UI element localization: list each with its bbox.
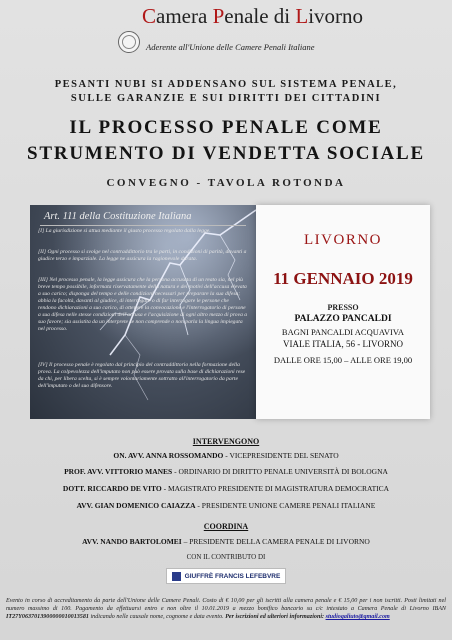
org-subtitle: Aderente all'Unione delle Camere Penali Italiane bbox=[146, 42, 315, 52]
article-paragraph-1: [I] La giurisdizione si attua mediante il giusto processo regolato dalla legge. bbox=[38, 228, 211, 234]
sponsor-name: GIUFFRÈ FRANCIS LEFEBVRE bbox=[184, 572, 281, 580]
lead-line-2: SULLE GARANZIE E SUI DIRITTI DEI CITTADINI bbox=[70, 93, 382, 104]
org-word-1: amera bbox=[156, 4, 213, 28]
speaker-row bbox=[0, 484, 452, 493]
speaker-row bbox=[0, 467, 452, 476]
speaker-role: - MAGISTRATO PRESIDENTE DI MAGISTRATURA DEMOCRATICA bbox=[161, 484, 390, 493]
logo-seal bbox=[122, 35, 136, 49]
org-initial-l: L bbox=[295, 4, 309, 28]
footer-text: Evento in corso di accreditamento da parte dell'Unione delle Camere Penali. Costo di € 10,00 per gli iscritti alla camera penale e € 15,00 per i non iscritti. Posti limitati nel numero massimo di 100. Pagamento da effettuarsi entro e non oltre il 10.01.2019 a mezzo bonifico bancario su c/c intestato a Camera Penale di Livorno IBAN bbox=[6, 598, 446, 612]
coordinator-role: – PRESIDENTE DELLA CAMERA PENALE DI LIVORNO bbox=[181, 537, 370, 546]
org-initial-c: C bbox=[142, 4, 157, 28]
org-initial-p: P bbox=[212, 4, 225, 28]
title-divider bbox=[40, 225, 246, 226]
speaker-name: PROF. AVV. VITTORIO MANES bbox=[64, 467, 173, 476]
footer-iban: IT27Y0637013900000010013581 bbox=[6, 614, 89, 620]
event-type: CONVEGNO - TAVOLA ROTONDA bbox=[106, 177, 346, 189]
sponsor-mark-icon bbox=[172, 572, 181, 581]
headline-line-2: STRUMENTO DI VENDETTA SOCIALE bbox=[27, 143, 425, 164]
event-info-panel bbox=[256, 205, 430, 419]
constitution-title: Art. 111 della Costituzione Italiana bbox=[44, 211, 192, 222]
venue-detail: BAGNI PANCALDI ACQUAVIVA bbox=[281, 327, 405, 337]
footer-info-label: Per iscrizioni ed ulteriori informazioni: bbox=[225, 614, 326, 620]
headline-line-1: IL PROCESSO PENALE COME bbox=[69, 117, 383, 138]
speaker-row bbox=[0, 501, 452, 510]
event-city: LIVORNO bbox=[304, 232, 382, 248]
event-hours: DALLE ORE 15,00 – ALLE ORE 19,00 bbox=[273, 355, 413, 365]
venue-address: VIALE ITALIA, 56 - LIVORNO bbox=[282, 339, 403, 349]
lead-line-1: PESANTI NUBI SI ADDENSANO SUL SISTEMA PENALE, bbox=[54, 79, 398, 90]
speaker-name: ON. AVV. ANNA ROSSOMANDO bbox=[113, 451, 224, 460]
speaker-row bbox=[0, 451, 452, 460]
article-paragraph-3: [III] Nel processo penale, la legge assicura che la persona accusata di un reato sia, nel più breve tempo possibile, informata riservatamente della natura e dei motivi dell'accusa elevata a suo carico; disponga del tempo e delle condizioni necessari per preparare la sua difesa; abbia la facoltà, davanti al giudice, di interrogare o di far interrogare le persone che rendono dichiarazioni a suo carico, di ottenere la convocazione e l'interrogatorio di persone a sua difesa nelle stesse condizioni dell'accusa e l'acquisizione di ogni altro mezzo di prova a suo favore; sia assistita da un interprete se non comprende o non parla la lingua impiegata nel processo. bbox=[38, 277, 248, 332]
sponsor-intro: CON IL CONTRIBUTO DI bbox=[186, 553, 266, 561]
constitution-panel bbox=[30, 205, 256, 419]
registration-info bbox=[6, 597, 446, 621]
coordinator-name: AVV. NANDO BARTOLOMEI bbox=[82, 537, 182, 546]
speaker-role: - VICEPRESIDENTE DEL SENATO bbox=[223, 451, 339, 460]
speakers-heading: INTERVENGONO bbox=[192, 437, 260, 446]
event-date: 11 GENNAIO 2019 bbox=[273, 269, 413, 288]
speaker-name: DOTT. RICCARDO DE VITO bbox=[62, 484, 162, 493]
camera-penale-logo bbox=[118, 31, 140, 53]
sponsor-logo bbox=[166, 568, 286, 584]
speaker-name: AVV. GIAN DOMENICO CAIAZZA bbox=[76, 501, 196, 510]
presso-label: PRESSO bbox=[327, 303, 359, 312]
footer-text-2: indicando nelle causale nome, cognome e data evento. bbox=[88, 614, 226, 620]
org-title bbox=[142, 4, 363, 29]
contact-email-link[interactable]: studiogaliuto@gmail.com bbox=[325, 614, 390, 620]
org-word-3: ivorno bbox=[308, 4, 364, 28]
article-paragraph-4: [IV] Il processo penale è regolato dal principio del contraddittorio nella formazione della prova. La colpevolezza dell'imputato non può essere provata sulla base di dichiarazioni rese da chi, per libera scelta, si è sempre volontariamente sottratto all'interrogatorio da parte dell'imputato o del suo difensore. bbox=[38, 362, 246, 389]
speaker-role: - ORDINARIO DI DIRITTO PENALE UNIVERSITÀ DI BOLOGNA bbox=[172, 467, 388, 476]
speaker-role: - PRESIDENTE UNIONE CAMERE PENALI ITALIANE bbox=[195, 501, 376, 510]
coordinator-heading: COORDINA bbox=[203, 522, 249, 531]
article-paragraph-2: [II] Ogni processo si svolge nel contraddittorio tra le parti, in condizioni di parità, davanti a giudice terzo e imparziale. La legge ne assicura la ragionevole durata. bbox=[38, 249, 247, 262]
coordinator-row bbox=[0, 537, 452, 546]
venue-name: PALAZZO PANCALDI bbox=[294, 314, 392, 324]
org-word-2: enale di bbox=[224, 4, 296, 28]
